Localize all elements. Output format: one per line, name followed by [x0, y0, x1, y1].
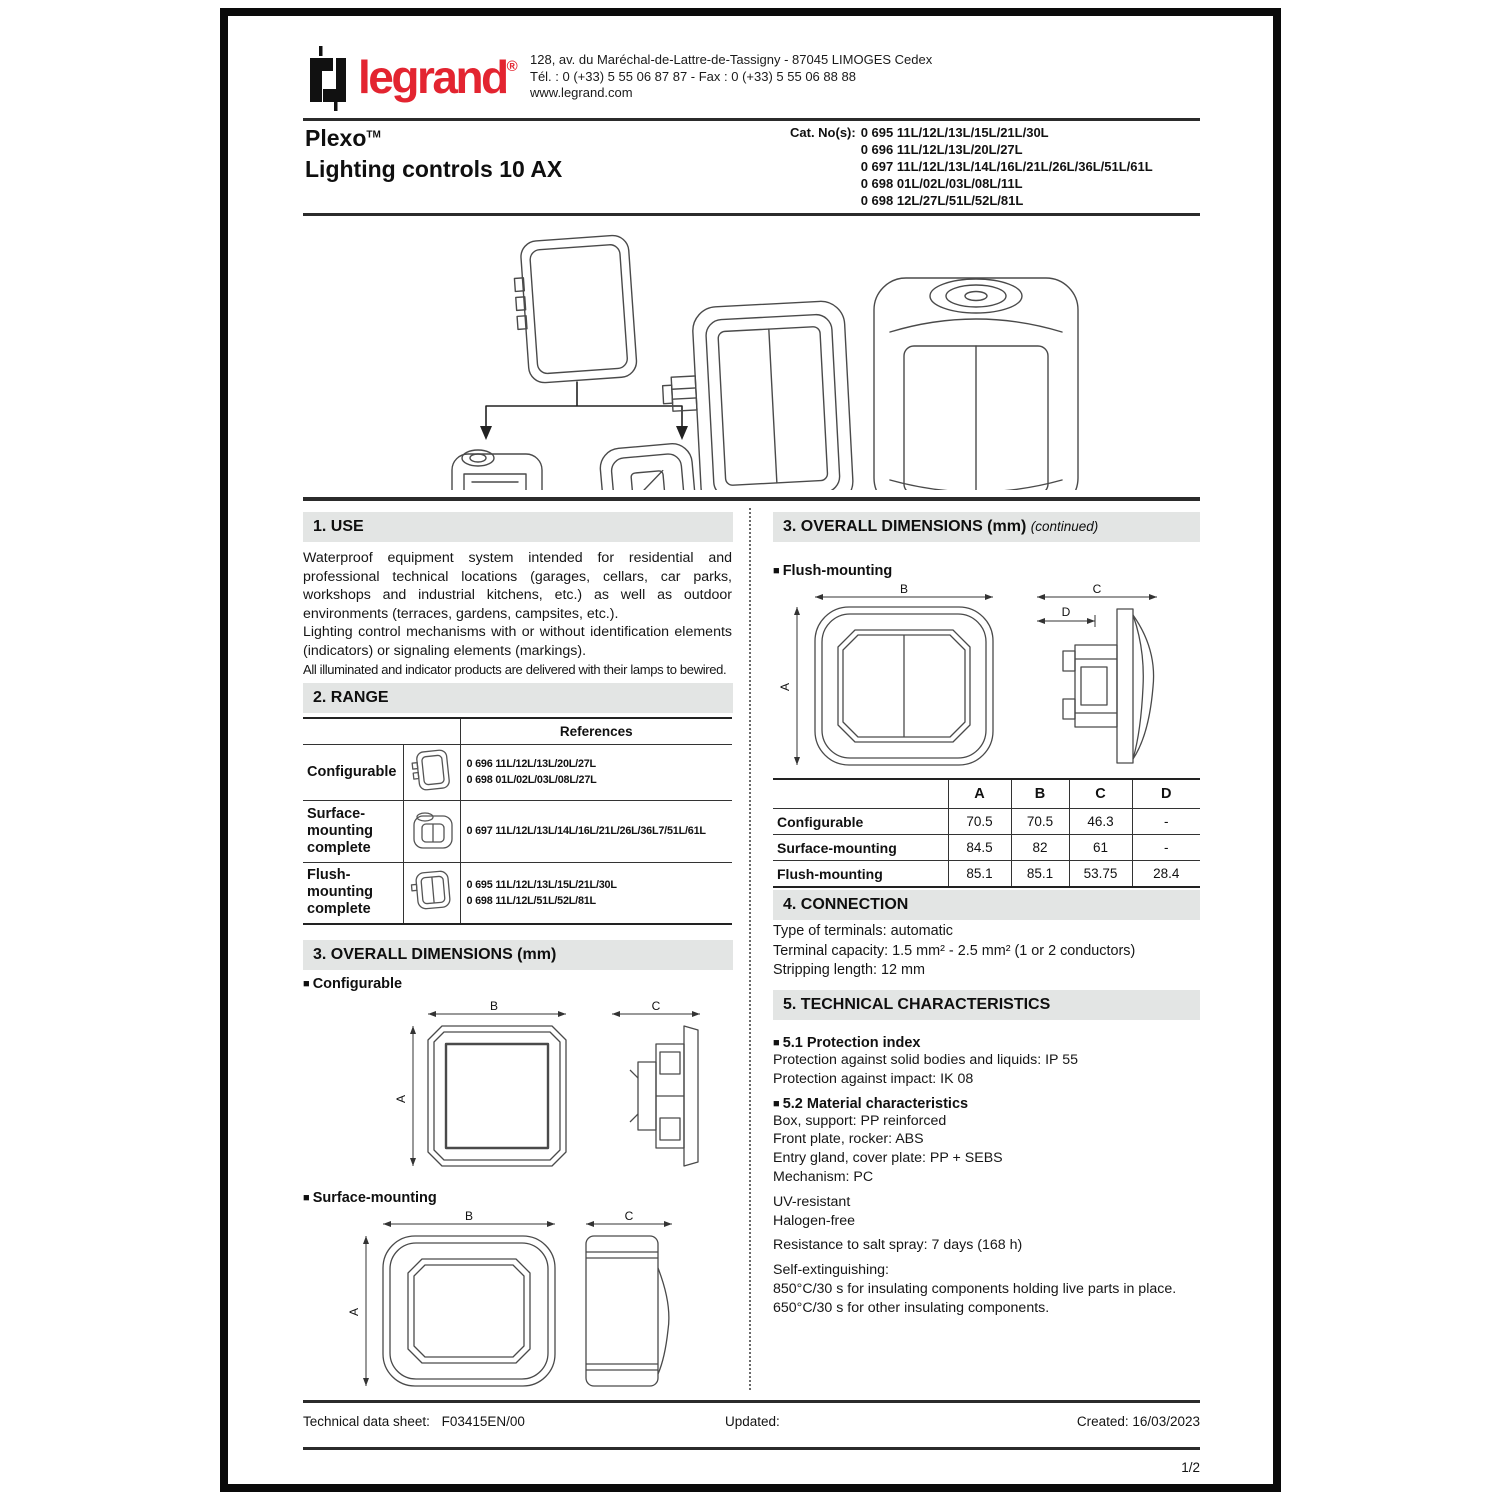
- protection-line: Protection against impact: IK 08: [773, 1070, 974, 1087]
- section-heading-use: 1. USE: [303, 512, 733, 542]
- dimensions-heading-text: 3. OVERALL DIMENSIONS (mm): [783, 518, 1027, 535]
- configurable-plate-drawing: [512, 234, 638, 384]
- dim-value: 53.75: [1069, 861, 1132, 888]
- dim-letter-a: A: [778, 682, 792, 692]
- material-characteristics-heading: ■ 5.2 Material characteristics: [773, 1096, 1200, 1112]
- company-address: [530, 52, 932, 102]
- dim-letter-b: B: [464, 1210, 474, 1223]
- protection-line: Protection against solid bodies and liquids: IP 55: [773, 1052, 1078, 1068]
- material-line: Entry gland, cover plate: PP + SEBS: [773, 1150, 1003, 1167]
- footer-bottom-rule: [303, 1447, 1200, 1450]
- assembly-arrows: [480, 382, 688, 440]
- material-line: Resistance to salt spray: 7 days (168 h): [773, 1237, 1023, 1254]
- flush-dimension-drawing: [775, 583, 1185, 773]
- dim-letter-c: C: [651, 1000, 661, 1013]
- connection-line: Terminal capacity: 1.5 mm² - 2.5 mm² (1 or 2 conductors): [773, 942, 1136, 959]
- material-line: Self-extinguishing:: [773, 1262, 889, 1279]
- product-subtitle: Lighting controls 10 AX: [305, 156, 563, 182]
- range-table: [303, 717, 732, 925]
- surface-box-icon: [410, 806, 456, 852]
- range-label: Configurable: [303, 744, 403, 800]
- registered-mark: ®: [506, 58, 518, 75]
- section-heading-connection: 4. CONNECTION: [773, 890, 1200, 920]
- address-link: www.legrand.com: [530, 85, 633, 100]
- connection-line: Type of terminals: automatic: [773, 923, 953, 939]
- label-flush-mounting: ■ Flush-mounting: [773, 563, 892, 579]
- header-rule: [303, 118, 1200, 121]
- cat-number: 0 695 11L/12L/13L/15L/21L/30L: [860, 125, 1049, 140]
- dim-row-flush: [773, 861, 1200, 888]
- material-line: Box, support: PP reinforced: [773, 1112, 947, 1129]
- range-row-flush: [303, 862, 732, 924]
- dim-header-empty: [773, 779, 948, 809]
- dim-letter-b: B: [489, 1000, 499, 1013]
- address-line: Tél. : 0 (+33) 5 55 06 87 87 - Fax : 0 (+33) 5 55 06 88 88: [530, 68, 856, 84]
- connection-text: [773, 922, 1200, 981]
- page-number: 1/2: [1181, 1460, 1200, 1475]
- cat-label: Cat. No(s):: [790, 125, 856, 140]
- range-icon-cell: [403, 744, 460, 800]
- flush-switch-icon: [410, 867, 456, 913]
- dim-col-a: A: [948, 779, 1011, 809]
- use-paragraph: All illuminated and indicator products are delivered with their lamps to bewired.: [303, 661, 727, 677]
- dim-col-d: D: [1132, 779, 1200, 809]
- material-line: Halogen-free: [773, 1212, 856, 1229]
- catalog-numbers: [790, 124, 1153, 209]
- product-title: [305, 126, 381, 151]
- material-line: 650°C/30 s for other insulating components.: [773, 1299, 1050, 1316]
- material-line: 850°C/30 s for insulating components holding live parts in place.: [773, 1280, 1177, 1297]
- material-line: UV-resistant: [773, 1193, 851, 1210]
- dim-letter-a: A: [347, 1307, 361, 1317]
- dimensions-header-row: [773, 779, 1200, 809]
- dim-row-surface: [773, 835, 1200, 861]
- footer-top-rule: [303, 1400, 1200, 1403]
- dim-row-label: Surface-mounting: [773, 835, 948, 861]
- dim-value: -: [1132, 835, 1200, 861]
- dim-value: 85.1: [948, 861, 1011, 888]
- label-configurable: ■ Configurable: [303, 976, 402, 992]
- product-drawings: [450, 230, 1110, 490]
- footer-left: [303, 1414, 525, 1429]
- footer-created: Created: 16/03/2023: [1076, 1414, 1200, 1429]
- datasheet-page: [220, 8, 1281, 1492]
- dim-col-b: B: [1011, 779, 1069, 809]
- dim-col-c: C: [1069, 779, 1132, 809]
- dim-value: 82: [1011, 835, 1069, 861]
- dim-letter-c: C: [1092, 583, 1102, 596]
- range-header-empty: [303, 718, 460, 744]
- footer-row: [303, 1414, 1200, 1429]
- cat-number: 0 697 11L/12L/13L/14L/16L/21L/26L/36L/51L/61L: [860, 159, 1153, 174]
- dim-value: 61: [1069, 835, 1132, 861]
- technical-characteristics: [773, 1028, 1200, 1318]
- column-divider: [749, 508, 751, 1390]
- title-rule: [303, 213, 1200, 216]
- section-heading-dimensions: 3. OVERALL DIMENSIONS (mm): [303, 940, 733, 970]
- dim-letter-d: D: [1061, 605, 1071, 619]
- label-surface-mounting: ■ Surface-mounting: [303, 1190, 437, 1206]
- section-heading-technical: 5. TECHNICAL CHARACTERISTICS: [773, 990, 1200, 1020]
- dim-row-label: Configurable: [773, 809, 948, 835]
- range-icon-cell: [403, 800, 460, 862]
- range-ref: 0 698 11L/12L/51L/52L/81L: [466, 894, 596, 907]
- material-line: Front plate, rocker: ABS: [773, 1131, 924, 1148]
- range-header-references: References: [460, 718, 732, 744]
- dim-value: 46.3: [1069, 809, 1132, 835]
- use-paragraph: Lighting control mechanisms with or without identification elements (indicators) or signaling elements (markings).: [303, 624, 732, 659]
- range-refs-cell: [460, 744, 732, 800]
- section-heading-range: 2. RANGE: [303, 683, 733, 713]
- dim-value: 70.5: [1011, 809, 1069, 835]
- legrand-logo: [358, 51, 518, 103]
- cat-number: 0 698 01L/02L/03L/08L/11L: [860, 176, 1023, 191]
- surface-box-drawing: [452, 450, 542, 490]
- range-label: Flush-mounting complete: [303, 862, 403, 924]
- range-ref: 0 696 11L/12L/13L/20L/27L: [466, 758, 596, 770]
- range-row-surface: [303, 800, 732, 862]
- dim-letter-a: A: [394, 1094, 408, 1104]
- trademark-sup: TM: [366, 129, 381, 141]
- footer-sheet-number: F03415EN/00: [441, 1414, 525, 1429]
- dim-value: -: [1132, 809, 1200, 835]
- protection-index-heading: ■ 5.1 Protection index: [773, 1035, 1200, 1051]
- continued-note: (continued): [1030, 519, 1099, 534]
- range-label: Surface-mounting complete: [303, 800, 403, 862]
- range-refs-cell: [460, 862, 732, 924]
- dim-value: 28.4: [1132, 861, 1200, 888]
- dim-letter-b: B: [899, 583, 909, 596]
- dim-row-label: Flush-mounting: [773, 861, 948, 888]
- surface-complete-drawing: [874, 278, 1078, 490]
- footer-sheet-label: Technical data sheet:: [303, 1414, 430, 1429]
- section-heading-dimensions-continued: [773, 512, 1200, 542]
- cat-number: 0 698 12L/27L/51L/52L/81L: [860, 193, 1024, 208]
- legrand-logo-text: legrand: [358, 51, 507, 103]
- material-line: Mechanism: PC: [773, 1168, 874, 1185]
- cat-number-list: [861, 124, 1153, 209]
- dim-value: 70.5: [948, 809, 1011, 835]
- flush-complete-drawing: [659, 300, 854, 490]
- range-ref: 0 697 11L/12L/13L/14L/16L/21L/26L/36L7/51L/61L: [466, 825, 706, 837]
- footer-updated: Updated:: [725, 1414, 780, 1429]
- dim-value: 85.1: [1011, 861, 1069, 888]
- range-row-configurable: [303, 744, 732, 800]
- flush-cover-drawing: [599, 442, 698, 490]
- range-header-row: [303, 718, 732, 744]
- dim-value: 84.5: [948, 835, 1011, 861]
- surface-dimension-drawing: [338, 1210, 678, 1392]
- connection-line: Stripping length: 12 mm: [773, 962, 925, 978]
- columns-top-rule: [303, 497, 1200, 501]
- use-text: [303, 549, 732, 679]
- address-line: 128, av. du Maréchal-de-Lattre-de-Tassigny - 87045 LIMOGES Cedex: [530, 52, 933, 67]
- configurable-plate-icon: [410, 747, 456, 793]
- range-ref: 0 695 11L/12L/13L/15L/21L/30L: [466, 878, 617, 891]
- dim-letter-c: C: [624, 1210, 634, 1223]
- range-ref: 0 698 01L/02L/03L/08L/27L: [466, 774, 597, 786]
- product-name: Plexo: [305, 125, 367, 151]
- cat-number: 0 696 11L/12L/13L/20L/27L: [860, 142, 1023, 157]
- range-icon-cell: [403, 862, 460, 924]
- dimensions-table: [773, 778, 1200, 888]
- configurable-dimension-drawing: [385, 1000, 715, 1176]
- legrand-logo-mark-icon: [305, 44, 351, 112]
- use-paragraph: Waterproof equipment system intended for residential and professional technical locations (garages, cellars, car parks, workshops and industrial kitchens, etc.) as well as outdoor environments (terraces, gardens, campsites, etc.).: [303, 550, 732, 622]
- dim-row-configurable: [773, 809, 1200, 835]
- range-refs-cell: [460, 800, 732, 862]
